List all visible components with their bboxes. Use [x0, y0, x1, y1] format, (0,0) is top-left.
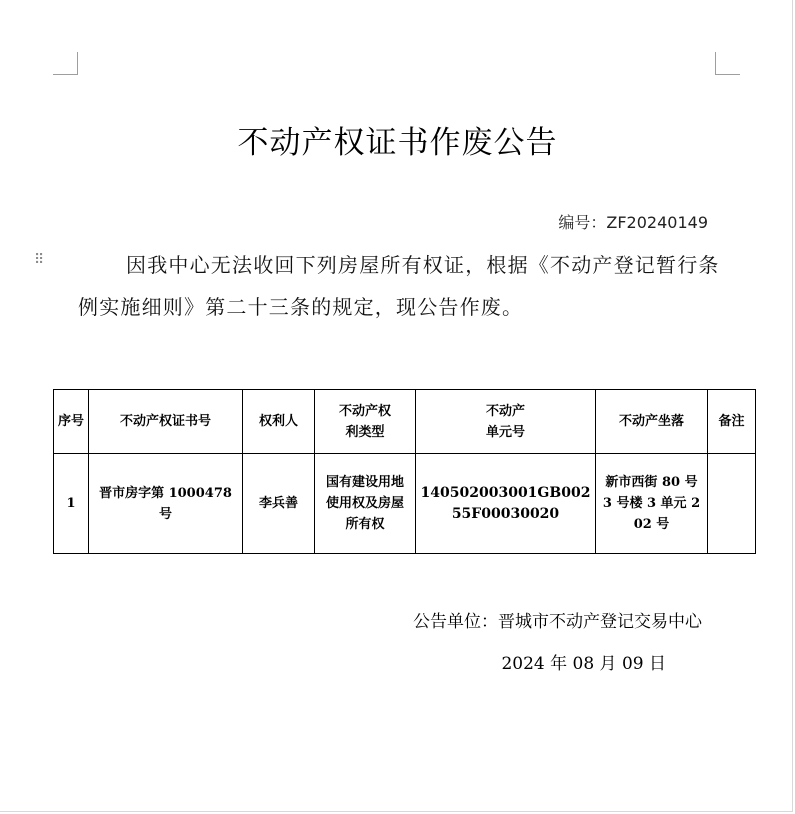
- cell-unit-no: 140502003001GB00255F00030020: [416, 454, 596, 554]
- header-cert-no: 不动产权证书号: [89, 390, 243, 454]
- page-corner-mark-top-left: [53, 52, 78, 75]
- drag-handle-icon[interactable]: ⠿: [34, 252, 45, 268]
- cell-holder: 李兵善: [243, 454, 315, 554]
- notice-body-paragraph: 因我中心无法收回下列房屋所有权证，根据《不动产登记暂行条例实施细则》第二十三条的规定，现公告作废。: [78, 253, 720, 319]
- header-unit-no: 不动产单元号: [416, 390, 596, 454]
- page-corner-mark-top-right: [715, 52, 740, 75]
- document-title: 不动产权证书作废公告: [237, 125, 558, 161]
- cell-right-type: 国有建设用地使用权及房屋所有权: [315, 454, 416, 554]
- cell-location: 新市西街 80 号 3 号楼 3 单元 202 号: [596, 454, 708, 554]
- table-row: [54, 454, 756, 554]
- announcing-unit: 公告单位：晋城市不动产登记交易中心: [413, 612, 702, 632]
- header-location: 不动产坐落: [596, 390, 708, 454]
- cell-remark: [708, 454, 756, 554]
- document-number: 编号：ZF20240149: [558, 213, 708, 232]
- void-certificate-table: [53, 389, 756, 554]
- cell-seq: 1: [54, 454, 89, 554]
- header-remark: 备注: [708, 390, 756, 454]
- table-header-row: [54, 390, 756, 454]
- header-right-type: 不动产权利类型: [315, 390, 416, 454]
- announcement-date: 2024 年 08 月 09 日: [501, 654, 666, 674]
- cell-cert-no: 晋市房字第 1000478 号: [89, 454, 243, 554]
- header-holder: 权利人: [243, 390, 315, 454]
- header-seq: 序号: [54, 390, 89, 454]
